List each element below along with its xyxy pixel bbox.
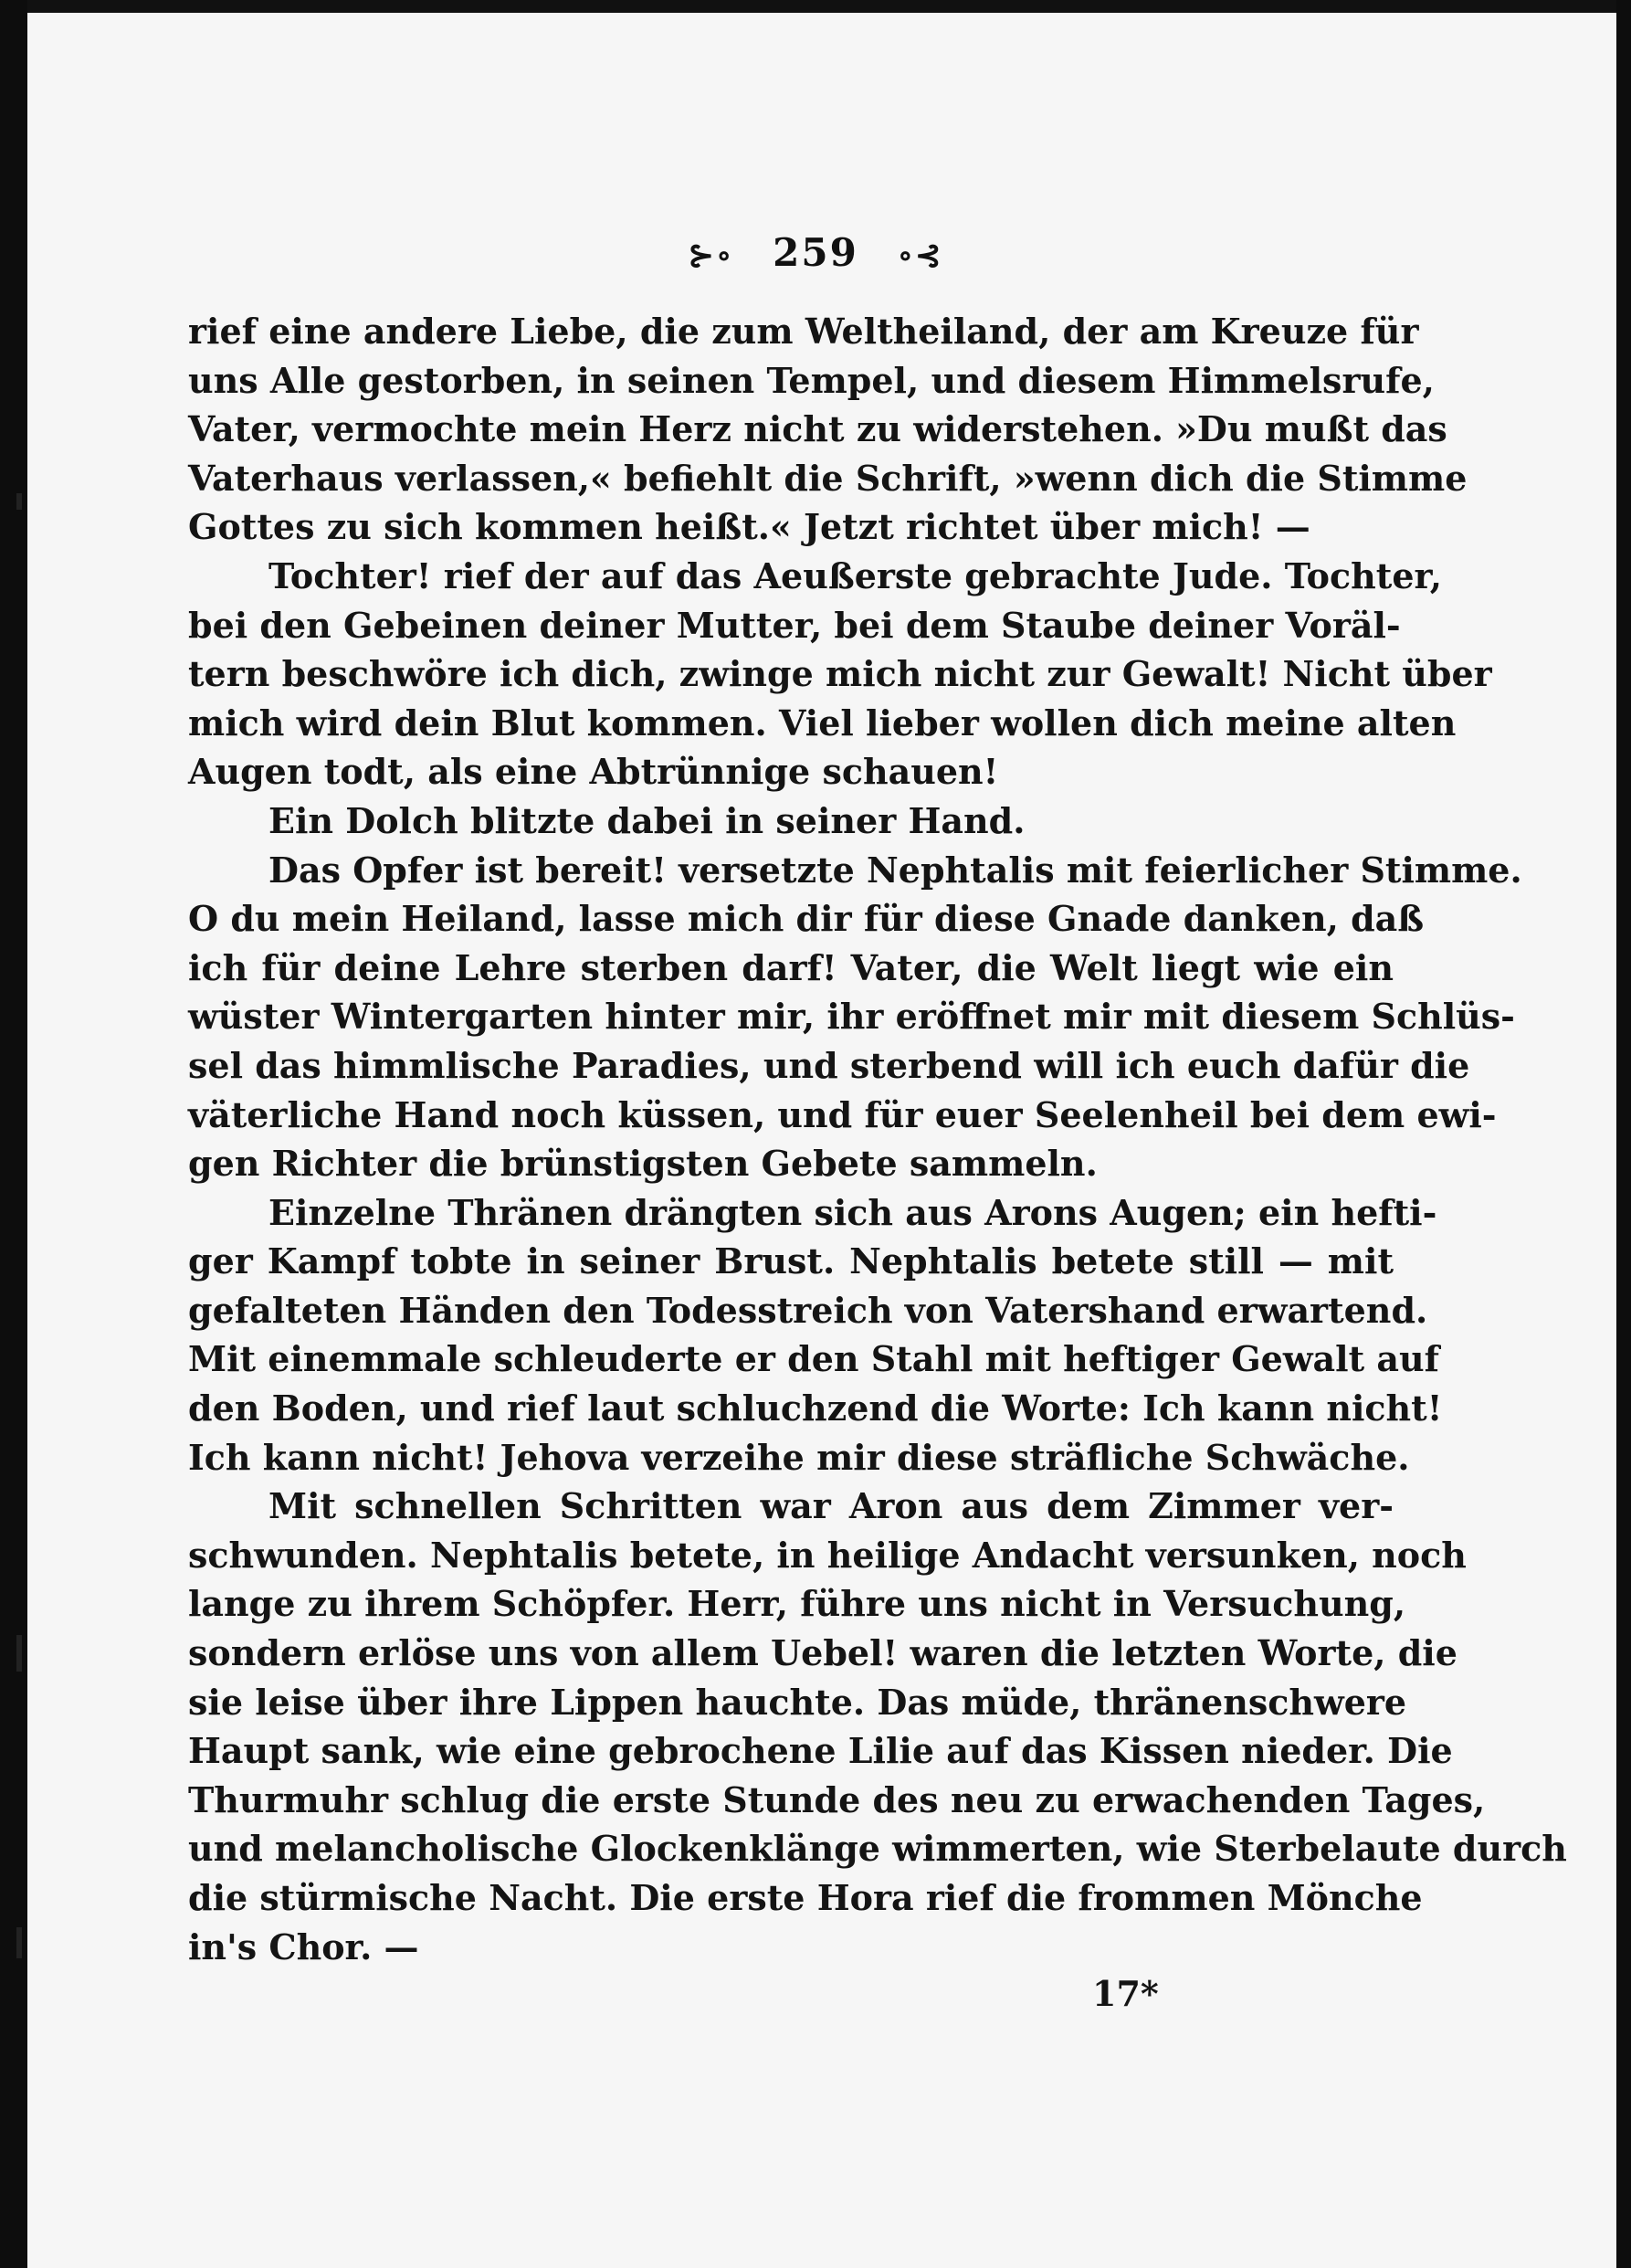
text-line: sie leise über ihre Lippen hauchte. Das müde, thränenschwere xyxy=(188,1681,1407,1723)
page-number: 259 xyxy=(773,230,858,275)
text-line: väterliche Hand noch küssen, und für euer Seelenheil bei dem ewi- xyxy=(188,1093,1497,1135)
text-line: sel das himmlische Paradies, und sterbend will ich euch dafür die xyxy=(188,1044,1470,1086)
text-line: Einzelne Thränen drängten sich aus Arons Augen; ein hefti- xyxy=(268,1191,1437,1233)
text-line: Augen todt, als eine Abtrünnige schauen! xyxy=(188,751,999,793)
text-line: rief eine andere Liebe, die zum Weltheiland, der am Kreuze für xyxy=(188,311,1419,352)
text-line: Vaterhaus verlassen,« befiehlt die Schrift, »wenn dich die Stimme xyxy=(188,457,1468,499)
text-line: sondern erlöse uns von allem Uebel! waren die letzten Worte, die xyxy=(188,1632,1457,1674)
scan-left-edge xyxy=(0,0,27,2268)
scan-right-edge xyxy=(1616,0,1631,2268)
text-line: tern beschwöre ich dich, zwinge mich nicht zur Gewalt! Nicht über xyxy=(188,653,1492,695)
text-line: gen Richter die brünstigsten Gebete sammeln. xyxy=(188,1143,1098,1185)
margin-mark xyxy=(16,493,22,510)
text-line: Vater, vermochte mein Herz nicht zu widerstehen. »Du mußt das xyxy=(188,408,1447,450)
text-line: wüster Wintergarten hinter mir, ihr eröffnet mir mit diesem Schlüs- xyxy=(188,996,1515,1038)
text-line: gefalteten Händen den Todesstreich von Vatershand erwartend. xyxy=(188,1289,1428,1331)
ornament-left: ⊱∘ xyxy=(688,237,734,274)
printer-signature: 17* xyxy=(1092,1973,1159,2014)
text-line: mich wird dein Blut kommen. Viel lieber wollen dich meine alten xyxy=(188,701,1457,744)
text-line: in's Chor. — xyxy=(188,1925,419,1967)
page-header xyxy=(0,230,1631,275)
text-line: Mit schnellen Schritten war Aron aus dem Zimmer ver- xyxy=(268,1485,1394,1527)
text-line: den Boden, und rief laut schluchzend die Worte: Ich kann nicht! xyxy=(188,1387,1443,1429)
text-line: ger Kampf tobte in seiner Brust. Nephtalis betete still — mit xyxy=(188,1240,1394,1282)
margin-mark xyxy=(16,1927,22,1958)
text-line: die stürmische Nacht. Die erste Hora rief die frommen Mönche xyxy=(188,1877,1423,1918)
text-line: bei den Gebeinen deiner Mutter, bei dem Staube deiner Voräl- xyxy=(188,604,1401,646)
text-line: uns Alle gestorben, in seinen Tempel, und diesem Himmelsrufe, xyxy=(188,359,1435,401)
body-text xyxy=(188,307,1567,1971)
scan-top-edge xyxy=(0,0,1631,13)
text-line: Haupt sank, wie eine gebrochene Lilie auf das Kissen nieder. Die xyxy=(188,1730,1453,1772)
text-line: Thurmuhr schlug die erste Stunde des neu zu erwachenden Tages, xyxy=(188,1778,1486,1820)
text-line: Ein Dolch blitzte dabei in seiner Hand. xyxy=(268,799,1026,841)
margin-mark xyxy=(16,1635,22,1672)
text-line: und melancholische Glockenklänge wimmerten, wie Sterbelaute durch xyxy=(188,1828,1567,1870)
text-line: ich für deine Lehre sterben darf! Vater, die Welt liegt wie ein xyxy=(188,946,1394,988)
text-line: Mit einemmale schleuderte er den Stahl mit heftiger Gewalt auf xyxy=(188,1338,1439,1380)
text-line: Tochter! rief der auf das Aeußerste gebrachte Jude. Tochter, xyxy=(268,554,1442,596)
text-line: O du mein Heiland, lasse mich dir für diese Gnade danken, daß xyxy=(188,898,1425,940)
ornament-right: ∘⊰ xyxy=(897,237,943,274)
text-line: Das Opfer ist bereit! versetzte Nephtalis mit feierlicher Stimme. xyxy=(268,849,1522,891)
text-line: Gottes zu sich kommen heißt.« Jetzt richtet über mich! — xyxy=(188,506,1310,548)
text-line: Ich kann nicht! Jehova verzeihe mir diese sträfliche Schwäche. xyxy=(188,1436,1410,1478)
text-line: lange zu ihrem Schöpfer. Herr, führe uns nicht in Versuchung, xyxy=(188,1583,1406,1625)
text-line: schwunden. Nephtalis betete, in heilige Andacht versunken, noch xyxy=(188,1534,1467,1576)
